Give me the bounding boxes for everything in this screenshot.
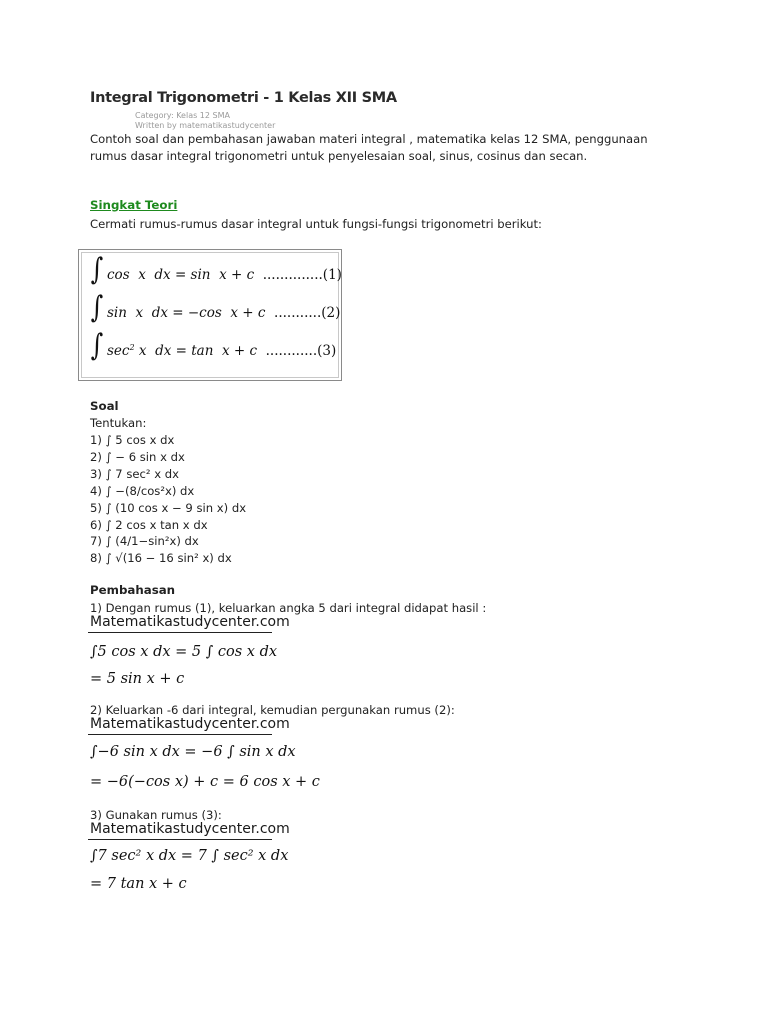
solution-1-line-1: ∫5 cos x dx = 5 ∫ cos x dx: [90, 644, 278, 660]
solution-2-line-2: = −6(−cos x) + c = 6 cos x + c: [90, 774, 320, 790]
formula-row-2: [89, 290, 341, 332]
site-watermark: Matematikastudycenter.com: [90, 614, 290, 630]
solution-3-line-2: = 7 tan x + c: [90, 876, 187, 892]
list-item: 4) ∫ −(8/cos²x) dx: [90, 483, 195, 498]
integral-sign: ∫: [90, 252, 104, 287]
category-label: Category: Kelas 12 SMA: [135, 111, 230, 120]
divider: [88, 632, 272, 633]
solution-2-line-1: ∫−6 sin x dx = −6 ∫ sin x dx: [90, 744, 296, 760]
section-description: Cermati rumus-rumus dasar integral untuk fungsi-fungsi trigonometri berikut:: [90, 217, 542, 231]
formula-expression: $\sec^2 x$ dx = tan x + c: [107, 343, 266, 359]
soal-heading: Soal: [90, 399, 119, 413]
step-2-text: 2) Keluarkan -6 dari integral, kemudian pergunakan rumus (2):: [90, 703, 455, 717]
formula-row-1: [89, 252, 342, 294]
soal-list: [90, 432, 246, 567]
integral-sign: ∫: [90, 290, 104, 325]
soal-prompt: Tentukan:: [90, 416, 147, 430]
site-watermark: Matematikastudycenter.com: [90, 716, 290, 732]
formula-dots: ............: [265, 343, 318, 359]
divider: [88, 734, 272, 735]
singkat-teori-link[interactable]: Singkat Teori: [90, 198, 178, 212]
solution-1-line-2: = 5 sin x + c: [90, 671, 185, 687]
list-item: 5) ∫ (10 cos x − 9 sin x) dx: [90, 500, 247, 515]
pembahasan-heading: Pembahasan: [90, 583, 176, 597]
list-item: 7) ∫ (4/1−sin²x) dx: [90, 534, 199, 549]
integral-sign: ∫: [90, 328, 104, 363]
step-1-text: 1) Dengan rumus (1), keluarkan angka 5 dari integral didapat hasil :: [90, 601, 487, 615]
formula-row-3: [89, 328, 337, 370]
page-title: Integral Trigonometri - 1 Kelas XII SMA: [90, 90, 397, 106]
author-label: Written by matematikastudycenter: [135, 121, 276, 130]
formula-dots: ...........: [274, 305, 322, 321]
list-item: 6) ∫ 2 cos x tan x dx: [90, 517, 208, 532]
list-item: 1) ∫ 5 cos x dx: [90, 433, 175, 447]
list-item: 3) ∫ 7 sec² x dx: [90, 466, 180, 481]
site-watermark: Matematikastudycenter.com: [90, 821, 290, 837]
list-item: 2) ∫ − 6 sin x dx: [90, 449, 185, 464]
formula-expression: sin x dx = −cos x + c: [107, 305, 275, 321]
formula-number: (1): [322, 267, 342, 283]
divider: [88, 839, 272, 840]
intro-paragraph: Contoh soal dan pembahasan jawaban materi integral , matematika kelas 12 SMA, penggunaan rumus dasar integral trigonometri untuk penyelesaian soal, sinus, cosinus dan secan.: [90, 132, 648, 163]
step-3-text: 3) Gunakan rumus (3):: [90, 808, 222, 822]
list-item: 8) ∫ √(16 − 16 sin² x) dx: [90, 551, 232, 566]
formula-number: (3): [317, 343, 337, 359]
formula-dots: ..............: [262, 267, 323, 283]
solution-3-line-1: ∫7 sec² x dx = 7 ∫ sec² x dx: [90, 848, 289, 864]
formula-expression: cos x dx = sin x + c: [107, 267, 263, 283]
formula-number: (2): [321, 305, 341, 321]
formula-image: [78, 249, 342, 381]
